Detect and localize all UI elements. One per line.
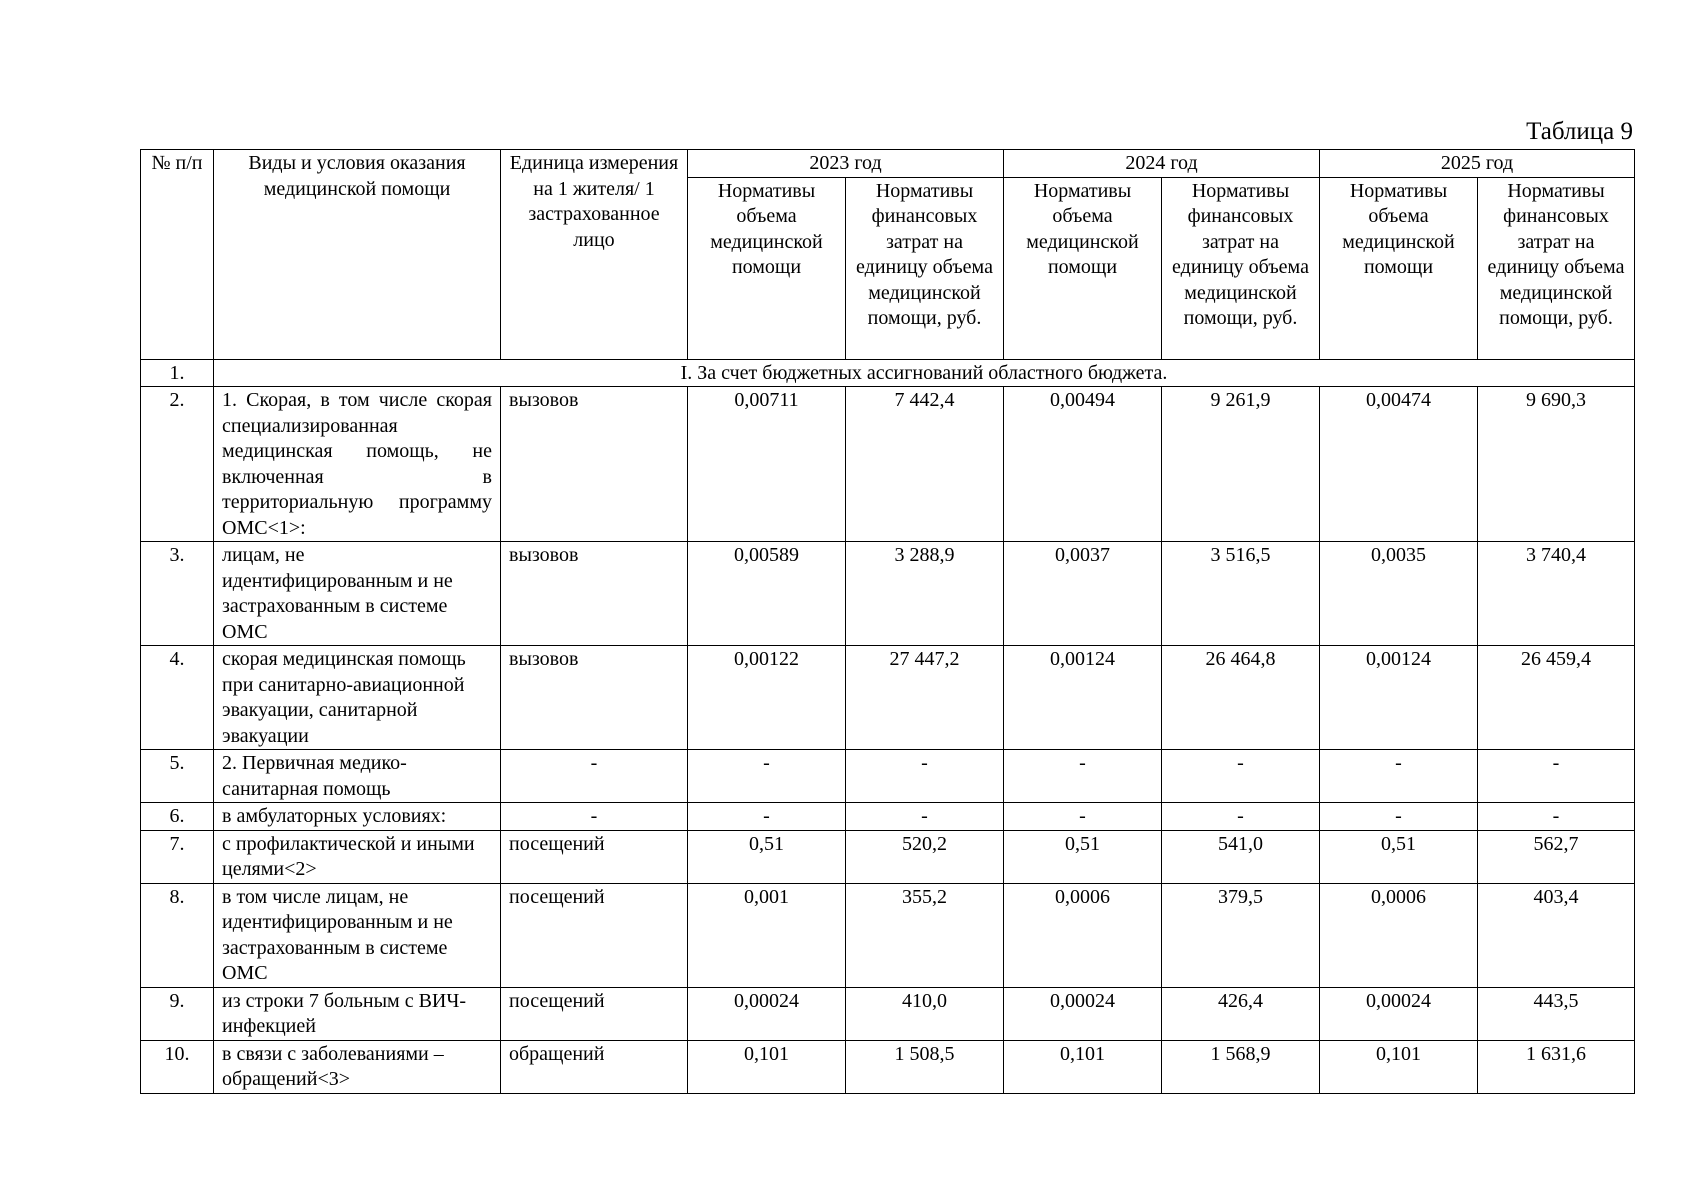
- row-name: лицам, не идентифицированным и не застрахованным в системе ОМС: [214, 542, 501, 646]
- table-row: [141, 387, 1635, 542]
- value-volume-2023: 0,00589: [688, 542, 846, 646]
- row-unit: -: [501, 803, 688, 831]
- header-row-years: [141, 150, 1635, 178]
- value-finance-2023: 3 288,9: [846, 542, 1004, 646]
- value-volume-2023: 0,00122: [688, 646, 846, 750]
- value-finance-2023: 520,2: [846, 830, 1004, 883]
- row-name: 1. Скорая, в том числе скорая специализированная медицинская помощь, не включенная в территориальную программу ОМС<1>:: [214, 387, 501, 542]
- value-finance-2025: -: [1478, 803, 1635, 831]
- value-volume-2025: 0,00474: [1320, 387, 1478, 542]
- row-num: 4.: [141, 646, 214, 750]
- value-finance-2024: 426,4: [1162, 987, 1320, 1040]
- row-unit: вызовов: [501, 646, 688, 750]
- value-volume-2024: 0,101: [1004, 1040, 1162, 1093]
- value-finance-2025: 1 631,6: [1478, 1040, 1635, 1093]
- row-name: из строки 7 больным с ВИЧ-инфекцией: [214, 987, 501, 1040]
- header-volume-norm-2025: Нормативы объема медицинской помощи: [1320, 177, 1478, 359]
- value-volume-2025: 0,51: [1320, 830, 1478, 883]
- row-num: 8.: [141, 883, 214, 987]
- value-volume-2023: 0,51: [688, 830, 846, 883]
- value-volume-2025: -: [1320, 803, 1478, 831]
- row-unit: -: [501, 750, 688, 803]
- value-finance-2023: 410,0: [846, 987, 1004, 1040]
- value-finance-2024: -: [1162, 803, 1320, 831]
- value-finance-2025: 562,7: [1478, 830, 1635, 883]
- row-num: 9.: [141, 987, 214, 1040]
- header-year-2024: 2024 год: [1004, 150, 1320, 178]
- row-name: 2. Первичная медико-санитарная помощь: [214, 750, 501, 803]
- value-volume-2025: -: [1320, 750, 1478, 803]
- header-year-2025: 2025 год: [1320, 150, 1635, 178]
- value-volume-2025: 0,0006: [1320, 883, 1478, 987]
- value-finance-2025: -: [1478, 750, 1635, 803]
- row-name: в амбулаторных условиях:: [214, 803, 501, 831]
- header-volume-norm-2024: Нормативы объема медицинской помощи: [1004, 177, 1162, 359]
- value-finance-2024: 26 464,8: [1162, 646, 1320, 750]
- value-finance-2023: 7 442,4: [846, 387, 1004, 542]
- row-unit: посещений: [501, 830, 688, 883]
- row-num: 7.: [141, 830, 214, 883]
- table-row: [141, 646, 1635, 750]
- value-finance-2025: 403,4: [1478, 883, 1635, 987]
- value-finance-2023: -: [846, 750, 1004, 803]
- value-finance-2025: 9 690,3: [1478, 387, 1635, 542]
- value-volume-2025: 0,00024: [1320, 987, 1478, 1040]
- table-row: [141, 830, 1635, 883]
- header-volume-norm-2023: Нормативы объема медицинской помощи: [688, 177, 846, 359]
- value-volume-2024: 0,51: [1004, 830, 1162, 883]
- value-finance-2025: 443,5: [1478, 987, 1635, 1040]
- row-name: в том числе лицам, не идентифицированным и не застрахованным в системе ОМС: [214, 883, 501, 987]
- value-finance-2025: 26 459,4: [1478, 646, 1635, 750]
- value-volume-2024: 0,00494: [1004, 387, 1162, 542]
- value-finance-2023: 1 508,5: [846, 1040, 1004, 1093]
- header-finance-norm-2024: Нормативы финансовых затрат на единицу объема медицинской помощи, руб.: [1162, 177, 1320, 359]
- row-num: 1.: [141, 359, 214, 387]
- header-year-2023: 2023 год: [688, 150, 1004, 178]
- value-volume-2025: 0,101: [1320, 1040, 1478, 1093]
- row-unit: посещений: [501, 987, 688, 1040]
- header-kind: Виды и условия оказания медицинской помощи: [214, 150, 501, 360]
- value-volume-2023: 0,00024: [688, 987, 846, 1040]
- table-row: [141, 750, 1635, 803]
- table-row: [141, 803, 1635, 831]
- table-row: [141, 542, 1635, 646]
- row-num: 3.: [141, 542, 214, 646]
- value-volume-2025: 0,00124: [1320, 646, 1478, 750]
- value-volume-2024: 0,0006: [1004, 883, 1162, 987]
- value-volume-2023: -: [688, 803, 846, 831]
- value-finance-2023: 355,2: [846, 883, 1004, 987]
- row-num: 6.: [141, 803, 214, 831]
- value-volume-2024: 0,0037: [1004, 542, 1162, 646]
- value-volume-2024: -: [1004, 803, 1162, 831]
- value-finance-2024: 3 516,5: [1162, 542, 1320, 646]
- row-unit: посещений: [501, 883, 688, 987]
- value-volume-2024: 0,00024: [1004, 987, 1162, 1040]
- row-unit: обращений: [501, 1040, 688, 1093]
- table-caption: Таблица 9: [1526, 118, 1633, 145]
- row-name: в связи с заболеваниями – обращений<3>: [214, 1040, 501, 1093]
- value-finance-2024: 9 261,9: [1162, 387, 1320, 542]
- row-unit: вызовов: [501, 542, 688, 646]
- row-num: 10.: [141, 1040, 214, 1093]
- header-finance-norm-2023: Нормативы финансовых затрат на единицу объема медицинской помощи, руб.: [846, 177, 1004, 359]
- value-finance-2023: 27 447,2: [846, 646, 1004, 750]
- value-finance-2024: 541,0: [1162, 830, 1320, 883]
- table-row: [141, 987, 1635, 1040]
- value-finance-2024: -: [1162, 750, 1320, 803]
- row-num: 5.: [141, 750, 214, 803]
- row-num: 2.: [141, 387, 214, 542]
- value-finance-2025: 3 740,4: [1478, 542, 1635, 646]
- header-finance-norm-2025: Нормативы финансовых затрат на единицу объема медицинской помощи, руб.: [1478, 177, 1635, 359]
- value-volume-2023: 0,001: [688, 883, 846, 987]
- table-row: [141, 883, 1635, 987]
- value-volume-2023: 0,101: [688, 1040, 846, 1093]
- section-row: [141, 359, 1635, 387]
- row-unit: вызовов: [501, 387, 688, 542]
- value-volume-2024: -: [1004, 750, 1162, 803]
- section-title: I. За счет бюджетных ассигнований областного бюджета.: [214, 359, 1635, 387]
- norms-table: [140, 149, 1635, 1094]
- value-volume-2025: 0,0035: [1320, 542, 1478, 646]
- header-num: № п/п: [141, 150, 214, 360]
- table-row: [141, 1040, 1635, 1093]
- row-name: скорая медицинская помощь при санитарно-авиационной эвакуации, санитарной эвакуации: [214, 646, 501, 750]
- value-volume-2023: 0,00711: [688, 387, 846, 542]
- value-volume-2024: 0,00124: [1004, 646, 1162, 750]
- value-finance-2024: 379,5: [1162, 883, 1320, 987]
- header-unit: Единица измерения на 1 жителя/ 1 застрахованное лицо: [501, 150, 688, 360]
- row-name: с профилактической и иными целями<2>: [214, 830, 501, 883]
- value-finance-2024: 1 568,9: [1162, 1040, 1320, 1093]
- value-finance-2023: -: [846, 803, 1004, 831]
- value-volume-2023: -: [688, 750, 846, 803]
